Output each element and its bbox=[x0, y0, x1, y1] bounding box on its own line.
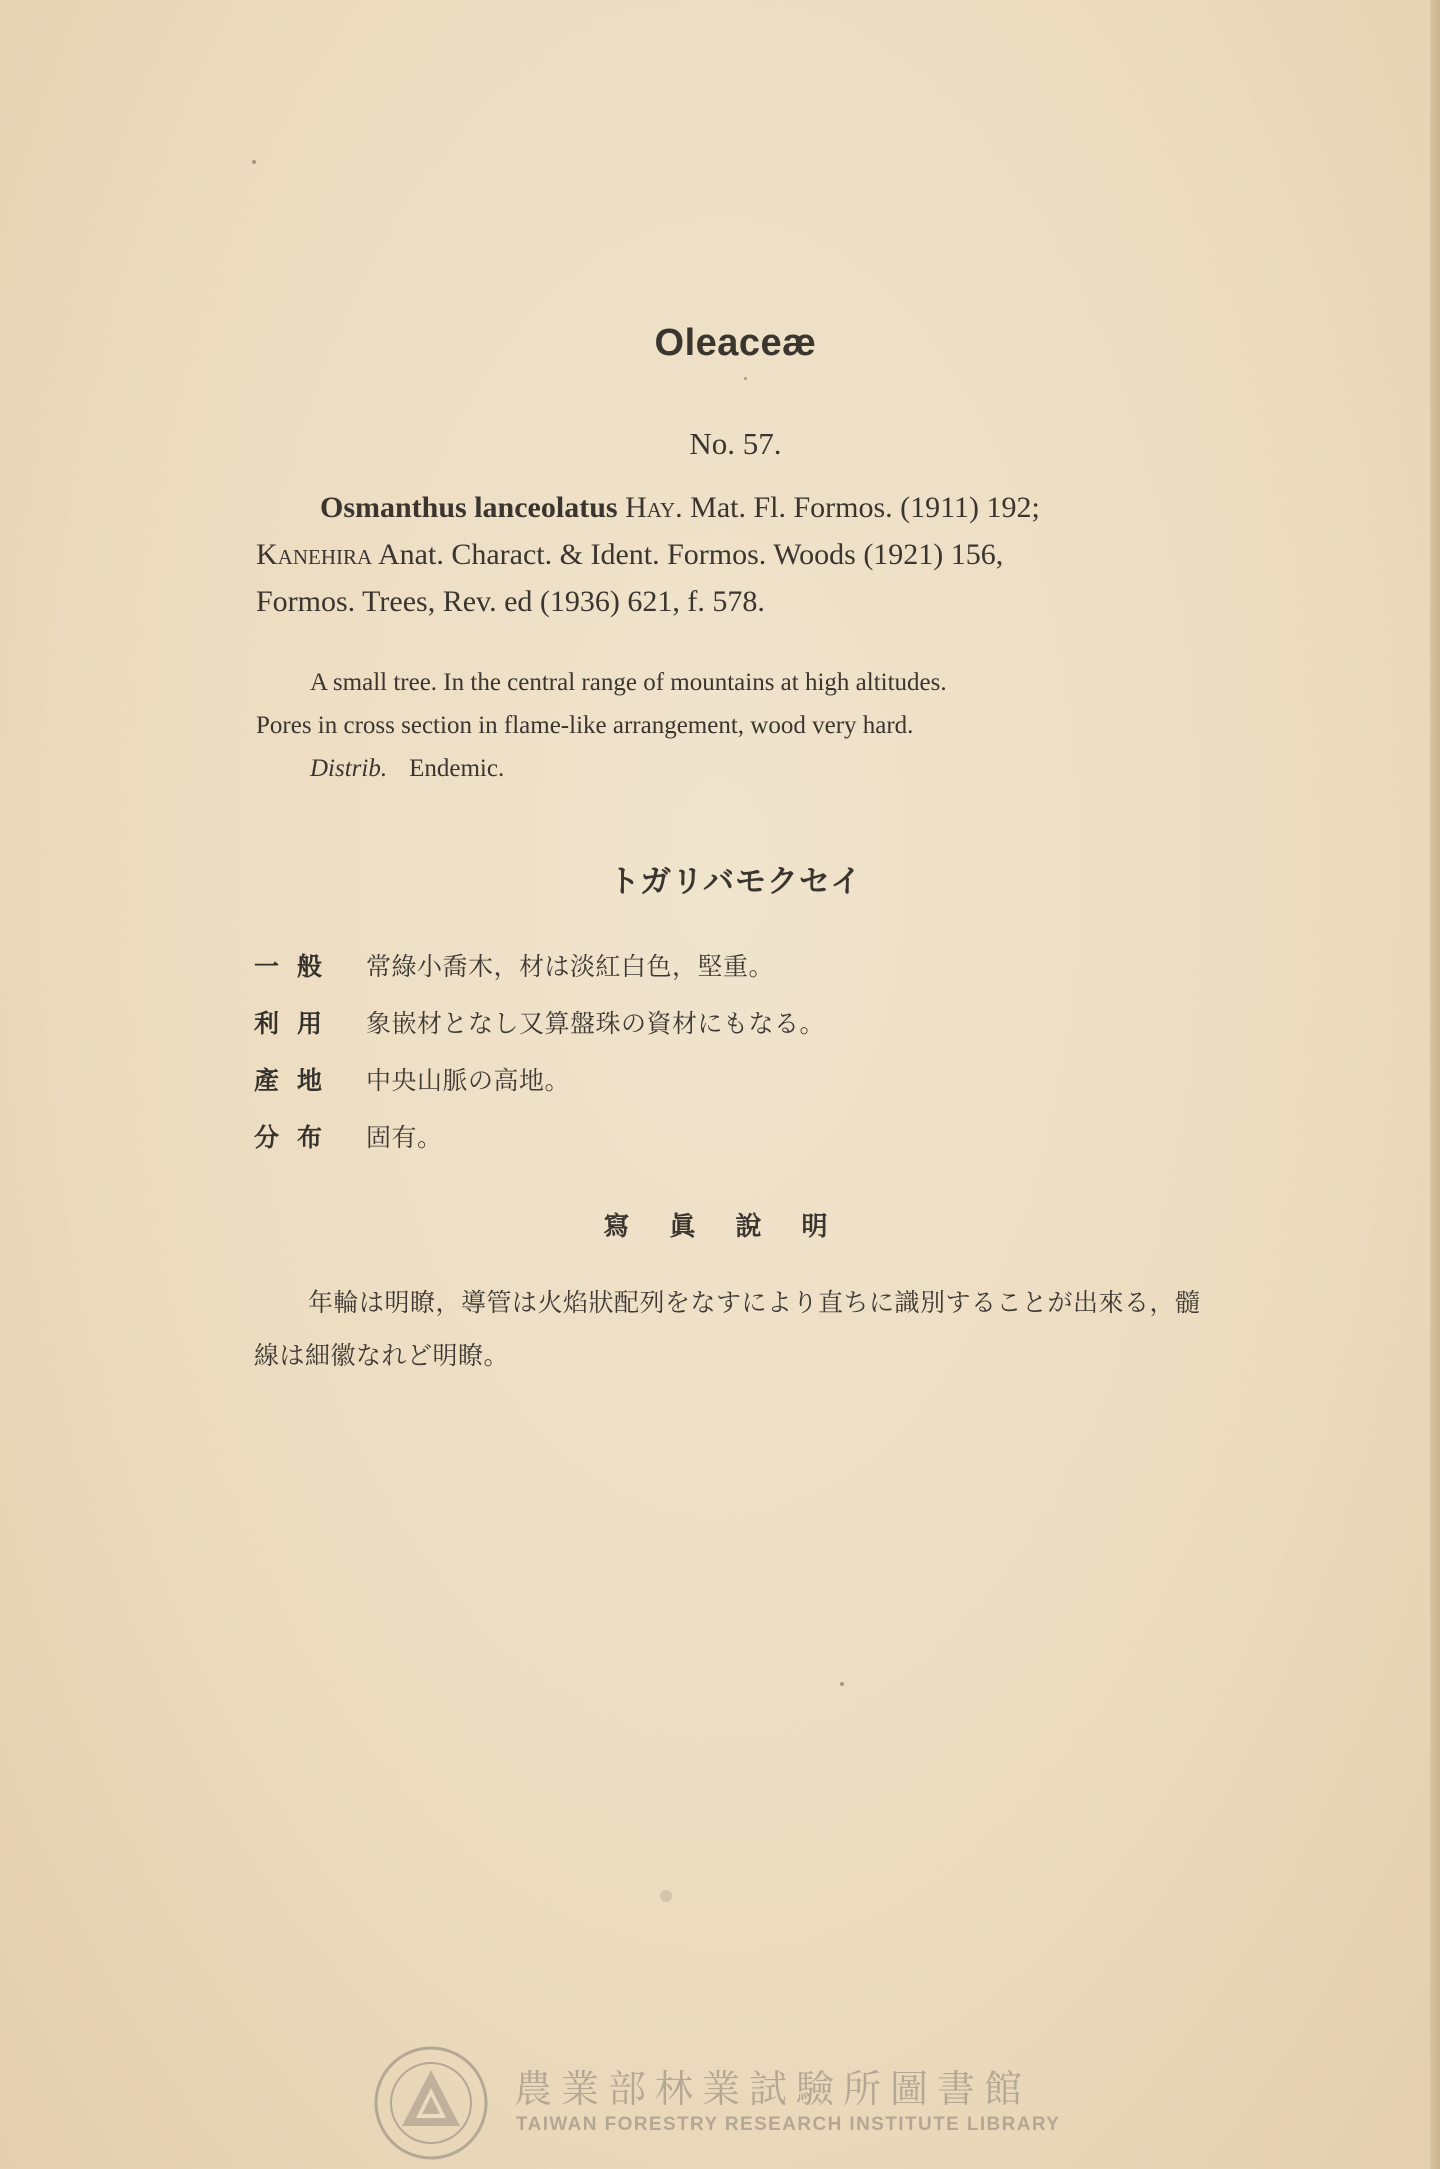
photo-explanation-heading: 寫眞說明 bbox=[603, 1212, 868, 1242]
description-line-1: A small tree. In the central range of mountains at high altitudes. bbox=[310, 669, 947, 696]
description-line-2: Pores in cross section in flame-like arrangement, wood very hard. bbox=[256, 712, 914, 739]
citation-reference-2: Anat. Charact. & Ident. Formos. Woods (1921) 156, bbox=[378, 538, 1004, 571]
detail-value: 固有。 bbox=[366, 1122, 443, 1152]
paper-speck bbox=[840, 1682, 844, 1686]
english-description bbox=[256, 661, 1214, 790]
detail-label: 一般 bbox=[254, 951, 341, 981]
photo-explanation-paragraph: 年輪は明瞭，導管は火焰狀配列をなすにより直ちに識別することが出來る，髓線は細徽なれど明瞭。 bbox=[254, 1288, 1201, 1370]
japanese-details bbox=[254, 936, 1214, 1164]
detail-value: 象嵌材となし又算盤珠の資材にもなる。 bbox=[366, 1008, 826, 1038]
species-name: Osmanthus lanceolatus bbox=[320, 491, 618, 524]
detail-row-locality bbox=[254, 1050, 1214, 1107]
detail-value: 中央山脈の高地。 bbox=[366, 1065, 571, 1095]
paper-speck bbox=[744, 377, 747, 380]
citation-reference-1: Mat. Fl. Formos. (1911) 192; bbox=[690, 491, 1040, 524]
citation-author-1: Hay. bbox=[625, 491, 683, 524]
detail-label: 利用 bbox=[254, 1008, 341, 1038]
citation-author-2: Kanehira bbox=[256, 538, 373, 571]
distribution-label: Distrib. bbox=[310, 755, 388, 782]
citation-reference-3: Formos. Trees, Rev. ed (1936) 621, f. 578. bbox=[256, 585, 765, 618]
detail-row-distribution bbox=[254, 1107, 1214, 1164]
photo-explanation-text bbox=[254, 1276, 1214, 1382]
library-name-english: TAIWAN FORESTRY RESEARCH INSTITUTE LIBRARY bbox=[516, 2114, 1061, 2135]
detail-value: 常綠小喬木，材は淡紅白色，堅重。 bbox=[366, 951, 775, 981]
family-heading: Oleaceæ bbox=[654, 322, 817, 364]
detail-label: 產地 bbox=[254, 1065, 341, 1095]
detail-row-general bbox=[254, 936, 1214, 993]
paper-speck bbox=[660, 1890, 672, 1902]
entry-number: No. 57. bbox=[689, 426, 782, 461]
detail-row-uses bbox=[254, 993, 1214, 1050]
detail-label: 分布 bbox=[254, 1122, 341, 1152]
species-citation bbox=[256, 484, 1214, 625]
paper-speck bbox=[252, 160, 256, 164]
distribution-value: Endemic. bbox=[409, 755, 505, 782]
tfri-library-seal-icon bbox=[372, 2044, 490, 2162]
japanese-name-heading: トガリバモクセイ bbox=[608, 864, 863, 900]
library-name-chinese: 農業部林業試驗所圖書館 bbox=[514, 2067, 1032, 2111]
